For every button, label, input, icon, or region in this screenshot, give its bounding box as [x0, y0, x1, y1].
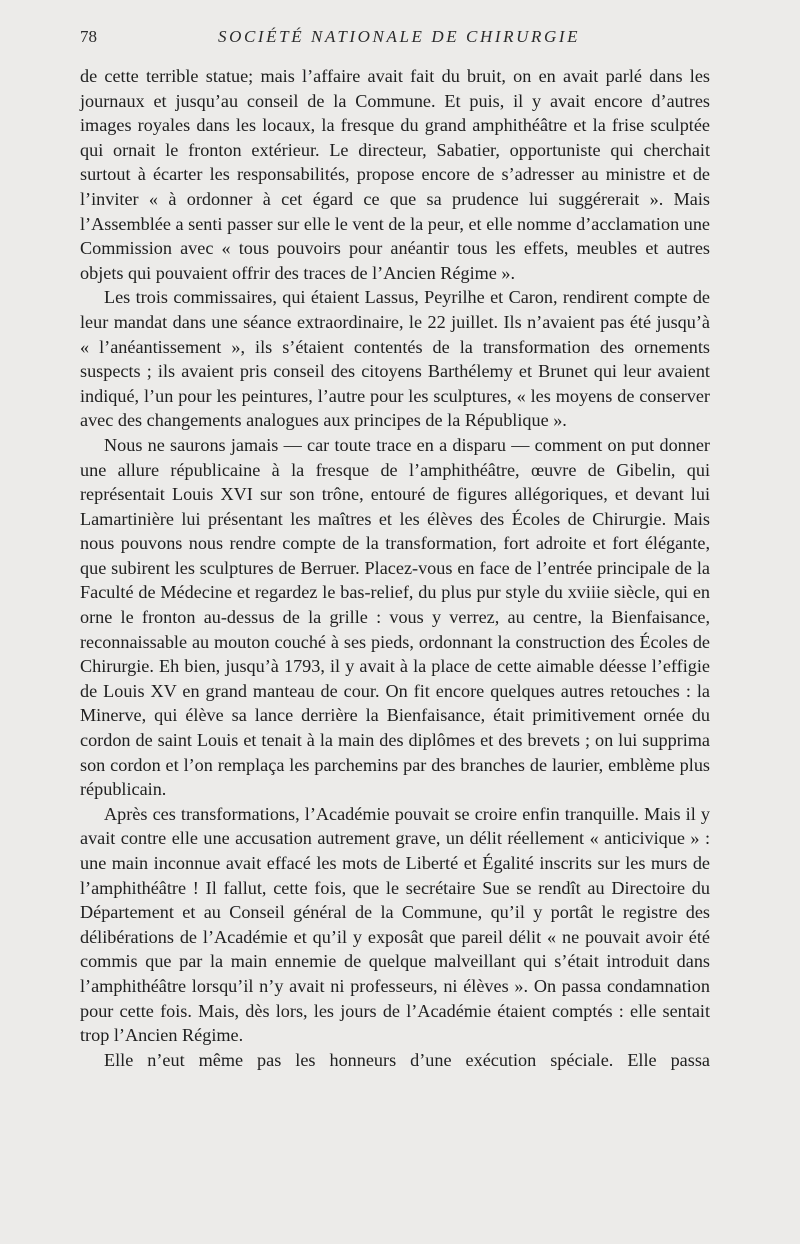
- paragraph: de cette terrible statue; mais l’affaire avait fait du bruit, on en avait parlé dans les journaux et jusqu’au conseil de la Commune. Et puis, il y avait encore d’autres images royales dans les locaux, la fresque du grand amphithéâtre et la frise sculptée qui ornait le fronton extérieur. Le directeur, Sabatier, opportuniste qui cherchait surtout à écarter les responsabilités, propose encore de s’adresser au ministre et de l’inviter « à ordonner à cet égard ce que sa prudence lui suggérerait ». Mais l’Assemblée a senti passer sur elle le vent de la peur, et elle nomme d’acclamation une Commission avec « tous pouvoirs pour anéantir tous les effets, meubles et autres objets qui pouvaient offrir des traces de l’Ancien Régime ».: [80, 66, 710, 283]
- paragraph: Après ces transformations, l’Académie pouvait se croire enfin tranquille. Mais il y avait contre elle une accusation autrement grave, un délit réellement « anticivique » : une main inconnue avait effacé les mots de Liberté et Égalité inscrits sur les murs de l’amphithéâtre ! Il fallut, cette fois, que le secrétaire Sue se rendît au Directoire du Département et au Conseil général de la Commune, qu’il y portât le registre des délibérations de l’Académie et qu’il y exposât que pareil délit « ne pouvait avoir été commis que par la main ennemie de quelque malveillant qui s’était introduit dans l’amphithéâtre lorsqu’il n’y avait ni professeurs, ni élèves ». On passa condamnation pour cette fois. Mais, dès lors, les jours de l’Académie étaient comptés : elle sentait trop l’Ancien Régime.: [80, 803, 710, 1046]
- paragraph: Nous ne saurons jamais — car toute trace en a disparu — comment on put donner une allure républicaine à la fresque de l’amphithéâtre, œuvre de Gibelin, qui représentait Louis XVI sur son trône, entouré de figures allégoriques, et devant lui Lamartinière lui présentant les maîtres et les élèves des Écoles de Chirurgie. Mais nous pouvons nous rendre compte de la transformation, fort adroite et fort élégante, que subirent les sculptures de Berruer. Placez-vous en face de l’entrée principale de la Faculté de Médecine et regardez le bas-relief, du plus pur style du xviiie siècle, qui en orne le fronton au-dessus de la grille : vous y verrez, au centre, la Bienfaisance, reconnaissable au mouton couché à ses pieds, ordonnant la construction des Écoles de Chirurgie. Eh bien, jusqu’à 1793, il y avait à la place de cette aimable déesse l’effigie de Louis XV en grand manteau de cour. On fit encore quelques autres retouches : la Minerve, qui élève sa lance derrière la Bienfaisance, était primitivement ornée du cordon de saint Louis et tenait à la main des diplômes et des brevets ; on lui supprima son cordon et l’on remplaça les parchemins par des branches de laurier, emblème plus républicain.: [80, 434, 710, 800]
- page-number: 78: [80, 27, 97, 46]
- paragraph: Les trois commissaires, qui étaient Lassus, Peyrilhe et Caron, rendirent compte de leur mandat dans une séance extraordinaire, le 22 juillet. Ils n’avaient pas été jusqu’à « l’anéantissement », ils s’étaient contentés de la transformation des ornements suspects ; ils avaient pris conseil des citoyens Barthélemy et Brunet qui leur avaient indiqué, l’un pour les peintures, l’autre pour les sculptures, « les moyens de conserver avec des changements analogues aux principes de la République ».: [80, 287, 710, 431]
- paragraph: Elle n’eut même pas les honneurs d’une exécution spéciale. Elle passa: [104, 1049, 710, 1070]
- running-head: SOCIÉTÉ NATIONALE DE CHIRURGIE: [218, 27, 581, 46]
- body-text: [80, 64, 710, 1072]
- page-header: [80, 27, 710, 53]
